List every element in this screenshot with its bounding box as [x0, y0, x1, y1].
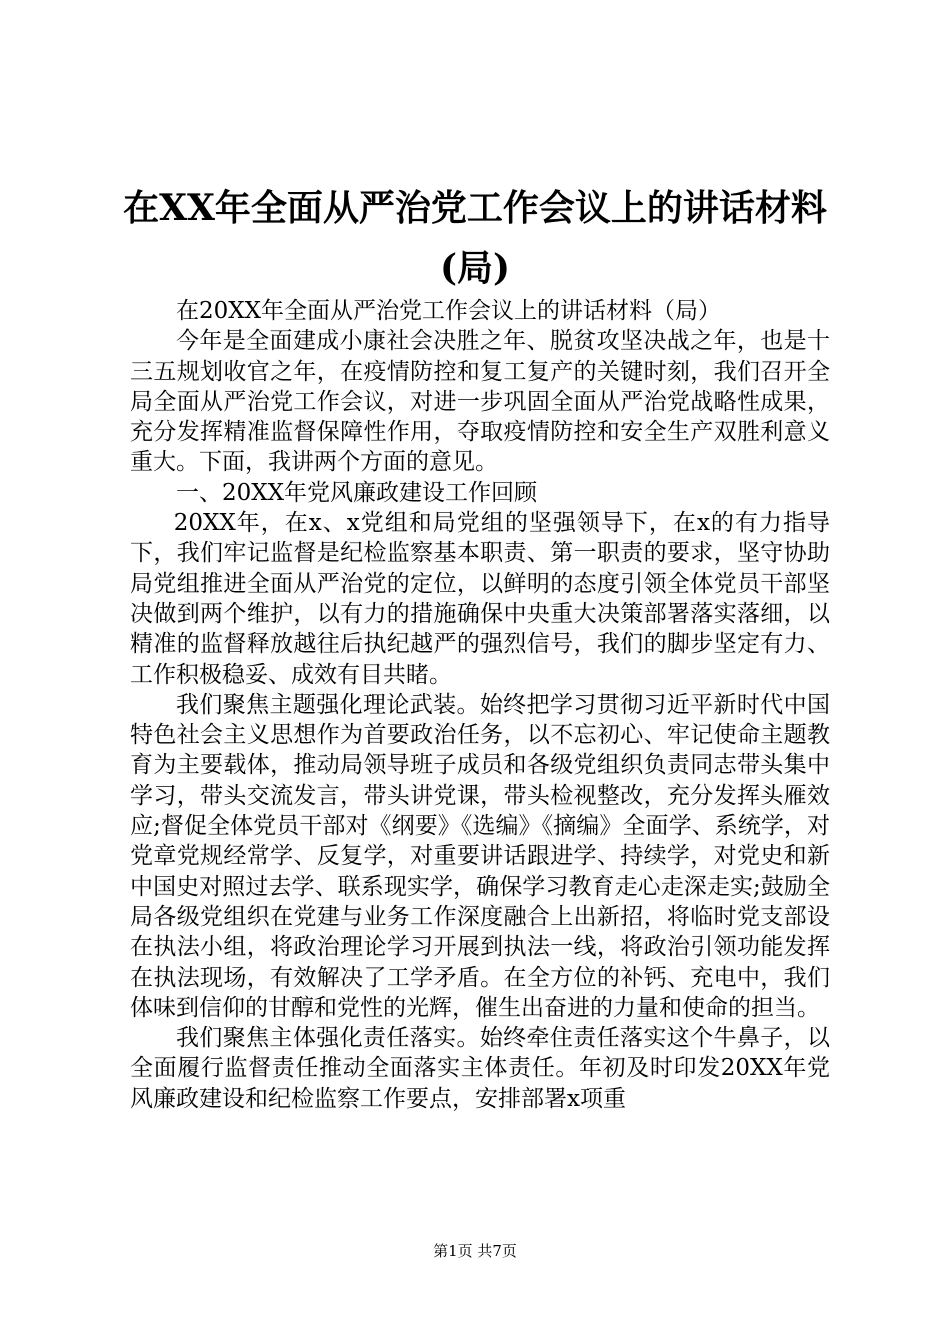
document-title: [120, 178, 830, 298]
document-body: [130, 296, 830, 1114]
paragraph-theory: 我们聚焦主题强化理论武装。始终把学习贯彻习近平新时代中国特色社会主义思想作为首要政治任务，以不忘初心、牢记使命主题教育为主要载体，推动局领导班子成员和各级党组织负责同志带头集中学习，带头交流发言，带头讲党课，带头检视整改，充分发挥头雁效应;督促全体党员干部对《纲要》《选编》《摘编》全面学、系统学，对党章党规经常学、反复学，对重要讲话跟进学、持续学，对党史和新中国史对照过去学、联系现实学，确保学习教育走心走深走实;鼓励全局各级党组织在党建与业务工作深度融合上出新招，将临时党支部设在执法小组，将政治理论学习开展到执法一线，将政治引领功能发挥在执法现场，有效解决了工学矛盾。在全方位的补钙、充电中，我们体味到信仰的甘醇和党性的光辉，催生出奋进的力量和使命的担当。: [130, 691, 830, 1021]
paragraph-review: 20XX年，在x、x党组和局党组的坚强领导下，在x的有力指导下，我们牢记监督是纪检监察基本职责、第一职责的要求，坚守协助局党组推进全面从严治党的定位，以鲜明的态度引领全体党员干部坚决做到两个维护，以有力的措施确保中央重大决策部署落实落细，以精准的监督释放越往后执纪越严的强烈信号，我们的脚步坚定有力、工作积极稳妥、成效有目共睹。: [130, 510, 830, 688]
paragraph-subtitle: 在20XX年全面从严治党工作会议上的讲话材料（局）: [176, 298, 722, 324]
paragraph-intro: 今年是全面建成小康社会决胜之年、脱贫攻坚决战之年，也是十三五规划收官之年，在疫情防控和复工复产的关键时刻，我们召开全局全面从严治党工作会议，对进一步巩固全面从严治党战略性成果，充分发挥精准监督保障性作用，夺取疫情防控和安全生产双胜利意义重大。下面，我讲两个方面的意见。: [130, 328, 830, 476]
title-line-1: 在XX年全面从严治党工作会议上的讲话材料: [123, 187, 827, 229]
title-line-2: (局): [439, 247, 511, 289]
section-heading: 一、20XX年党风廉政建设工作回顾: [176, 479, 538, 506]
paragraph-responsibility: 我们聚焦主体强化责任落实。始终牵住责任落实这个牛鼻子，以全面履行监督责任推动全面落实主体责任。年初及时印发20XX年党风廉政建设和纪检监察工作要点，安排部署x项重: [130, 1025, 830, 1112]
page-number-footer: 第1页 共7页: [433, 1242, 517, 1260]
